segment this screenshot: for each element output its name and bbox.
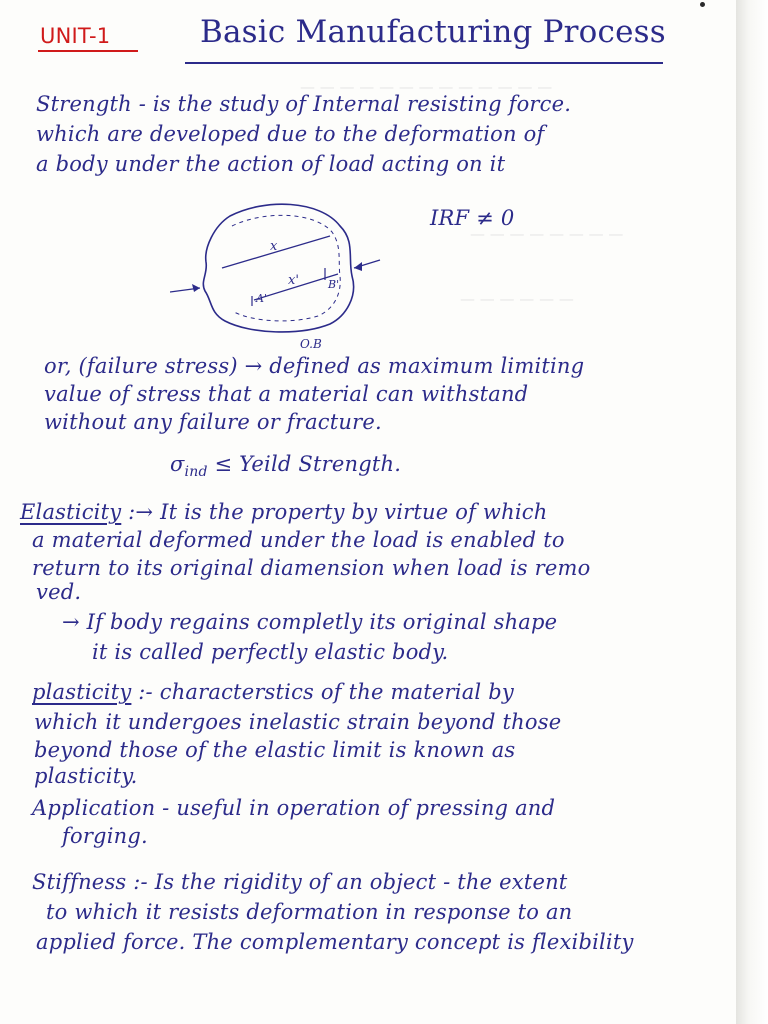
ink-dot [700, 2, 705, 7]
dashed-section [232, 215, 340, 321]
elasticity-line-3: return to its original diamension when load is remo [32, 556, 591, 580]
bleed-through-text: — — — — — — — — [470, 225, 624, 243]
formula-rest: ≤ Yeild Strength. [207, 452, 402, 476]
plasticity-line-1 [32, 680, 514, 704]
irf-label: IRF ≠ 0 [430, 206, 515, 230]
strength-line-2: which are developed due to the deformation of [36, 122, 545, 146]
title-underline [185, 62, 663, 64]
application-line-1 [32, 796, 555, 820]
unit-label: UNIT-1 [40, 24, 111, 48]
elasticity-note-2: it is called perfectly elastic body. [92, 640, 449, 664]
label-b-prime: B' [328, 278, 340, 291]
elasticity-note-1: → If body regains completly its original shape [62, 610, 558, 634]
stiffness-line-1: Stiffness :- Is the rigidity of an object - the extent [32, 870, 568, 894]
elasticity-line-1 [20, 500, 547, 524]
label-ob: O.B [300, 337, 322, 351]
stiffness-line-3: applied force. The complementary concept is flexibility [36, 930, 634, 954]
strength-line-3: a body under the action of load acting on it [36, 152, 506, 176]
elasticity-term: Elasticity [20, 500, 122, 524]
elasticity-line-4: ved. [36, 580, 82, 604]
elasticity-line-2: a material deformed under the load is enabled to [32, 528, 565, 552]
application-label: Application - [32, 796, 170, 820]
failure-stress-line-1: or, (failure stress) → defined as maximum limiting [44, 354, 585, 378]
load-arrowhead-right [354, 262, 362, 271]
yield-formula [170, 452, 401, 480]
bleed-through-text: — — — — — — [460, 290, 574, 308]
stiffness-line-2: to which it resists deformation in response to an [46, 900, 573, 924]
application-line-2: forging. [62, 824, 148, 848]
load-arrowhead-left [192, 284, 200, 292]
formula-sigma: σ [170, 452, 185, 476]
page-title: Basic Manufacturing Process [200, 14, 666, 50]
failure-stress-line-2: value of stress that a material can withstand [44, 382, 529, 406]
irf-diagram [170, 196, 420, 356]
application-text: useful in operation of pressing and [169, 796, 556, 820]
plasticity-line-2: which it undergoes inelastic strain beyond those [34, 710, 562, 734]
strength-line-1: Strength - is the study of Internal resisting force. [36, 92, 572, 116]
unit-underline [38, 50, 138, 52]
formula-subscript: ind [184, 464, 208, 481]
label-a-prime: A' [256, 292, 267, 305]
plasticity-line-4: plasticity. [34, 764, 138, 788]
failure-stress-line-3: without any failure or fracture. [44, 410, 382, 434]
body-outline [203, 204, 353, 332]
bleed-through-text: — — — — — — — — — — — — — [300, 78, 553, 96]
plasticity-term: plasticity [32, 680, 132, 704]
plasticity-definition-start: :- characterstics of the material by [131, 680, 514, 704]
page-edge [736, 0, 768, 1024]
plasticity-line-3: beyond those of the elastic limit is known as [34, 738, 516, 762]
label-x: x [270, 239, 278, 254]
elasticity-definition-start: :→ It is the property by virtue of which [121, 500, 548, 524]
label-x-prime: x' [288, 273, 299, 288]
